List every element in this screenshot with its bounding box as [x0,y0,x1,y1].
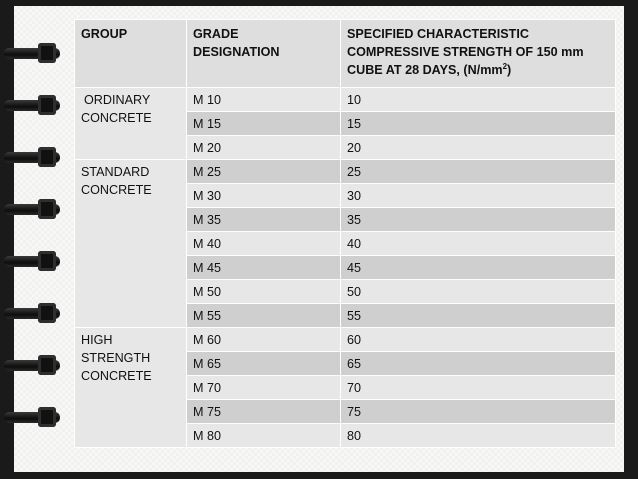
grade-cell: M 20 [187,136,341,160]
strength-cell: 20 [341,136,616,160]
grade-cell: M 10 [187,88,341,112]
strength-cell: 50 [341,280,616,304]
group-cell-high-strength: HIGH STRENGTH CONCRETE [75,328,187,448]
grade-cell: M 55 [187,304,341,328]
header-group: GROUP [75,20,187,88]
strength-cell: 35 [341,208,616,232]
strength-cell: 15 [341,112,616,136]
binder-ring-icon [4,354,60,376]
grade-cell: M 50 [187,280,341,304]
strength-cell: 25 [341,160,616,184]
strength-cell: 65 [341,352,616,376]
table-row [75,328,616,352]
grade-cell: M 30 [187,184,341,208]
grade-cell: M 70 [187,376,341,400]
strength-cell: 80 [341,424,616,448]
strength-cell: 55 [341,304,616,328]
strength-cell: 40 [341,232,616,256]
grade-cell: M 80 [187,424,341,448]
spiral-binding [0,0,70,479]
strength-cell: 60 [341,328,616,352]
binder-ring-icon [4,406,60,428]
grade-cell: M 25 [187,160,341,184]
grade-cell: M 40 [187,232,341,256]
table-header-row [75,20,616,88]
strength-cell: 75 [341,400,616,424]
table-row [75,88,616,112]
binder-ring-icon [4,94,60,116]
grade-cell: M 65 [187,352,341,376]
binder-ring-icon [4,250,60,272]
grade-cell: M 15 [187,112,341,136]
strength-cell: 30 [341,184,616,208]
binder-ring-icon [4,198,60,220]
table-row [75,160,616,184]
grade-cell: M 60 [187,328,341,352]
grade-cell: M 45 [187,256,341,280]
grade-cell: M 35 [187,208,341,232]
group-cell-ordinary: ORDINARY CONCRETE [75,88,187,160]
grade-cell: M 75 [187,400,341,424]
strength-cell: 10 [341,88,616,112]
concrete-grades-table [74,19,616,448]
header-compressive-strength: SPECIFIED CHARACTERISTIC COMPRESSIVE STRENGTH OF 150 mm CUBE AT 28 DAYS, $(N/mm^2)$ [341,20,616,88]
group-cell-standard: STANDARD CONCRETE [75,160,187,328]
binder-ring-icon [4,302,60,324]
binder-ring-icon [4,146,60,168]
strength-cell: 45 [341,256,616,280]
binder-ring-icon [4,42,60,64]
strength-cell: 70 [341,376,616,400]
header-grade-designation: GRADE DESIGNATION [187,20,341,88]
